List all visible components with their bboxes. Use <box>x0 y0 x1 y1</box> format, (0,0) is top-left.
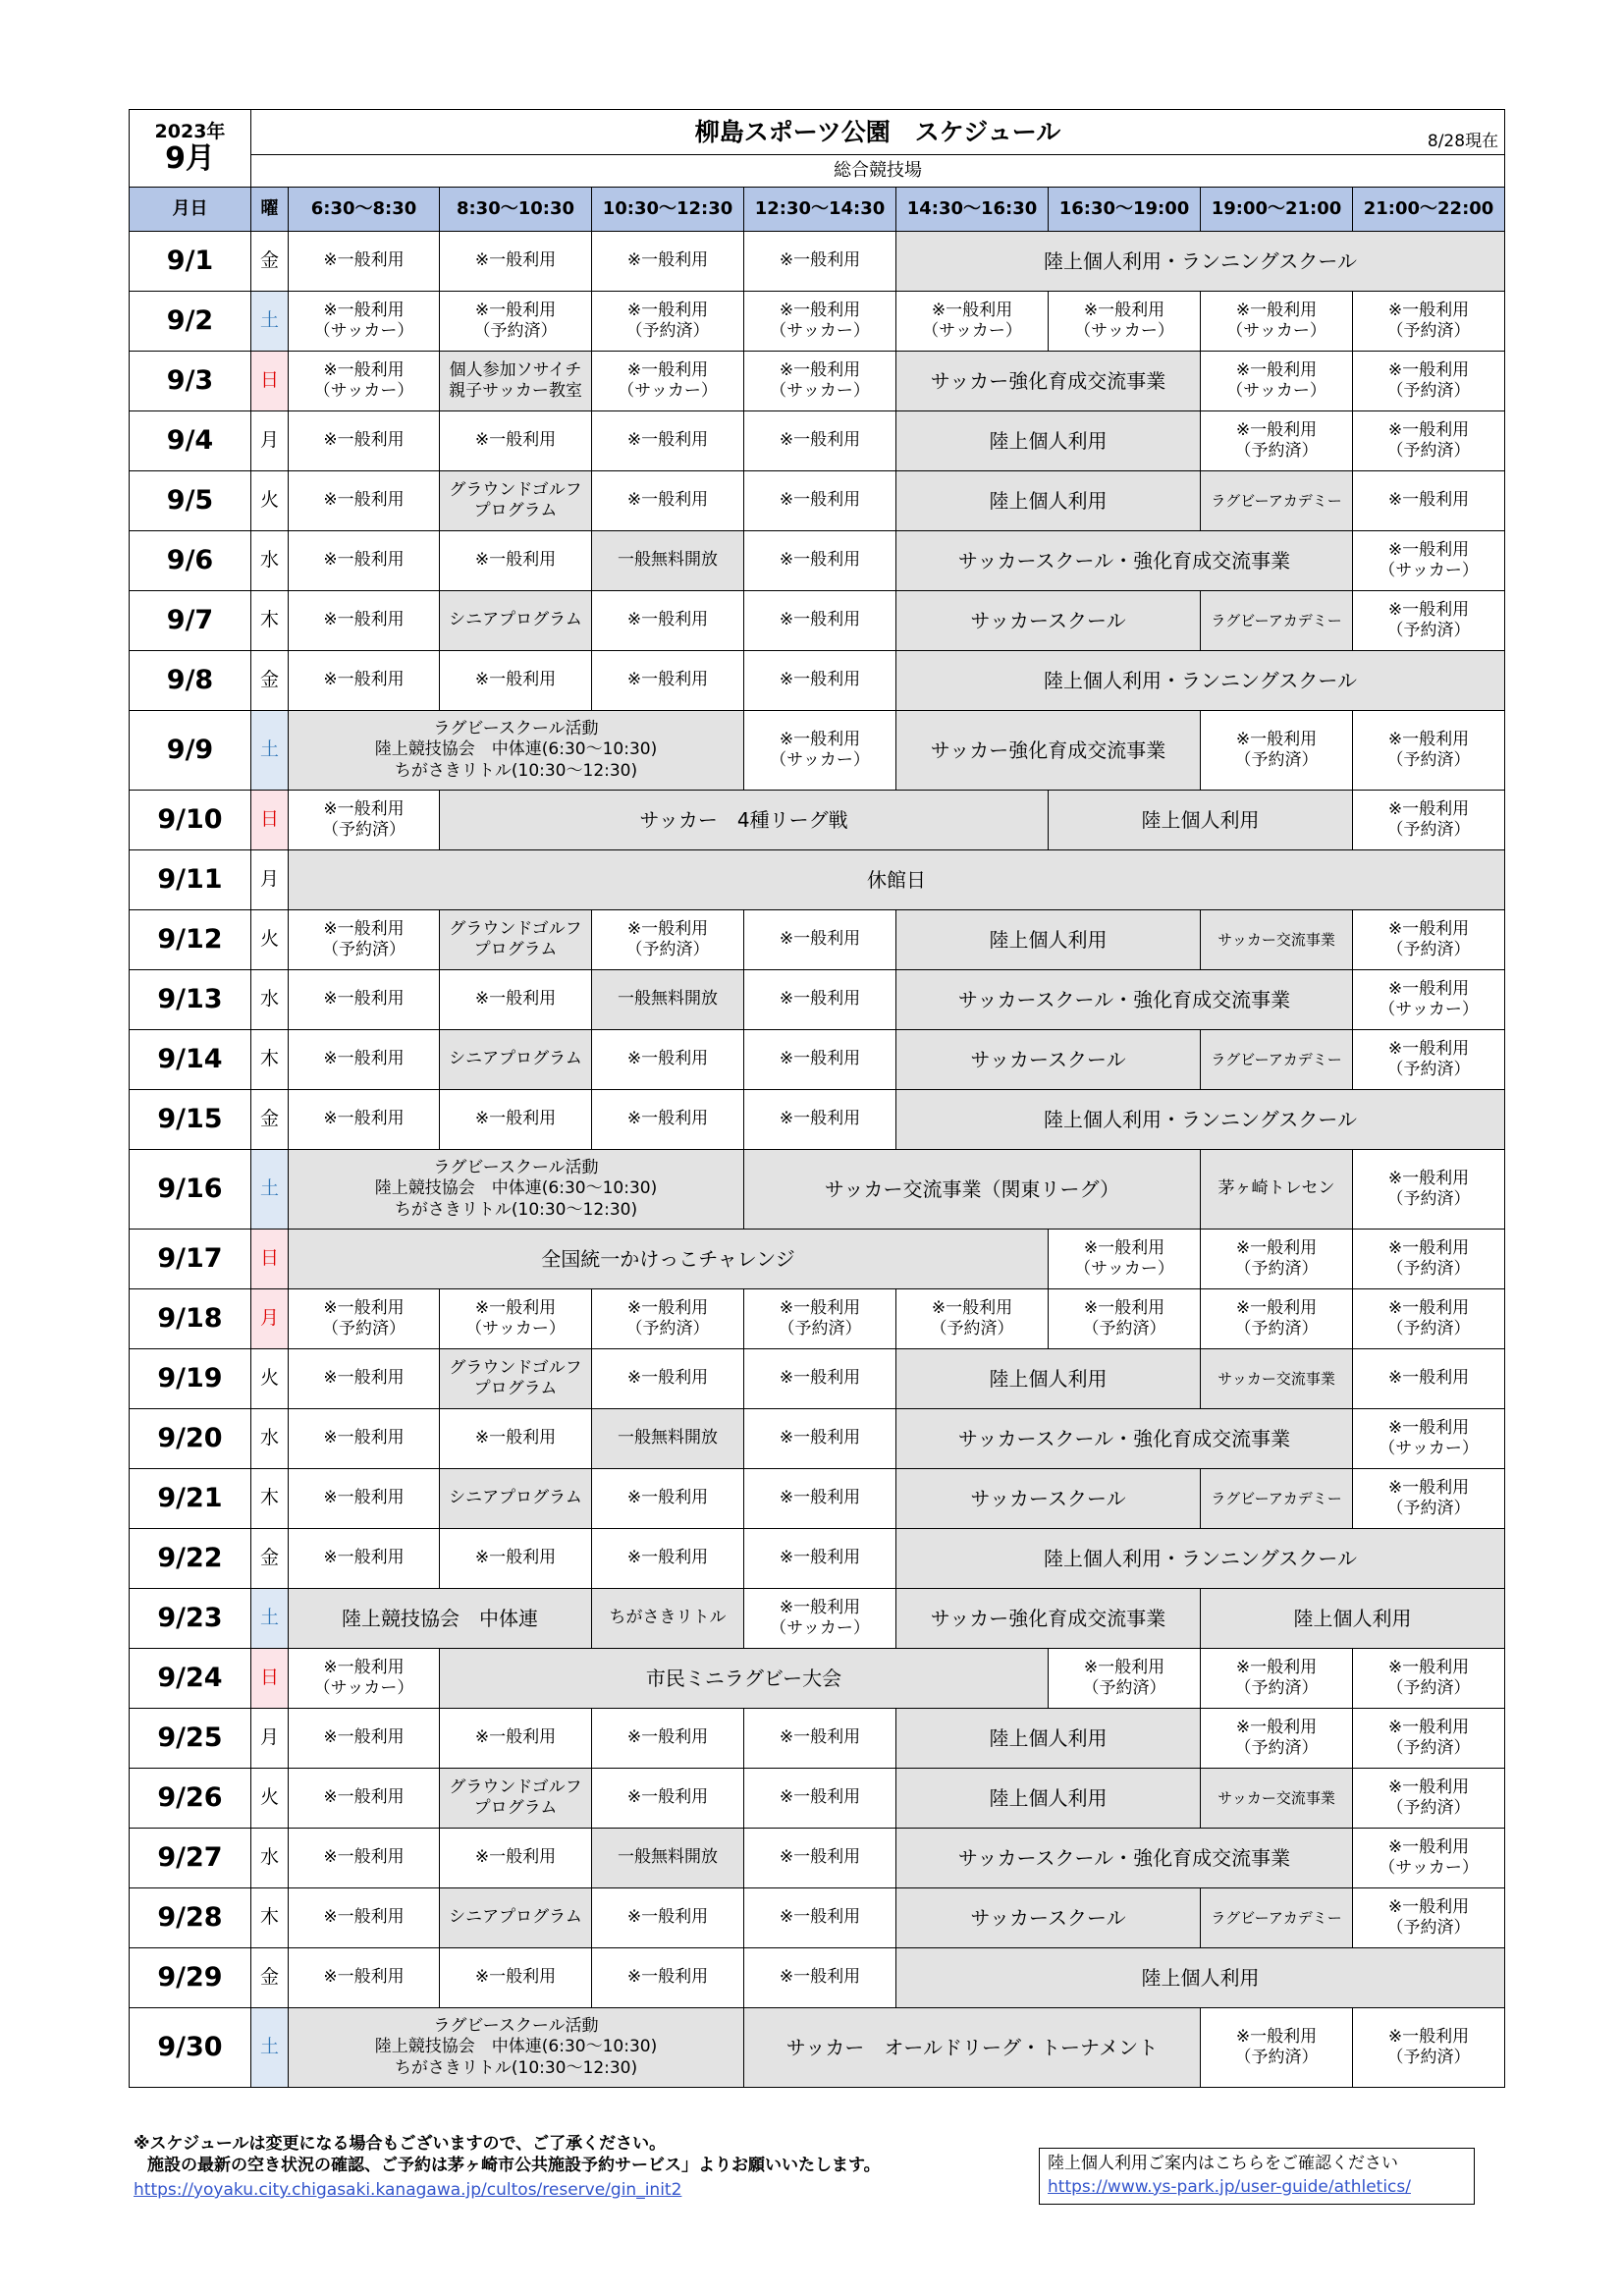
schedule-cell: ※一般利用 <box>289 1888 440 1948</box>
schedule-cell: グラウンドゴルフ プログラム <box>440 1349 592 1409</box>
weekday-cell: 土 <box>251 2008 289 2088</box>
schedule-row <box>130 531 1505 591</box>
schedule-cell: ※一般利用 <box>440 651 592 711</box>
weekday-cell: 火 <box>251 1349 289 1409</box>
weekday-cell: 土 <box>251 711 289 791</box>
schedule-cell: サッカースクール・強化育成交流事業 <box>896 1409 1353 1469</box>
schedule-cell: ※一般利用 （予約済） <box>1201 1289 1353 1349</box>
schedule-cell: サッカースクール・強化育成交流事業 <box>896 970 1353 1030</box>
schedule-cell: 一般無料開放 <box>592 1829 744 1888</box>
schedule-cell: ※一般利用 <box>592 1888 744 1948</box>
schedule-cell: ※一般利用 <box>592 651 744 711</box>
schedule-cell: ※一般利用 （サッカー） <box>289 292 440 352</box>
schedule-cell: ※一般利用 （サッカー） <box>744 292 896 352</box>
schedule-cell: ※一般利用 <box>592 1030 744 1090</box>
schedule-cell: ※一般利用 （予約済） <box>1353 2008 1505 2088</box>
schedule-cell: ※一般利用 <box>744 1409 896 1469</box>
schedule-cell: ※一般利用 （予約済） <box>1353 1150 1505 1230</box>
schedule-row <box>130 910 1505 970</box>
date-cell: 9/7 <box>130 591 251 651</box>
schedule-cell: ※一般利用 （予約済） <box>592 292 744 352</box>
schedule-cell: グラウンドゴルフ プログラム <box>440 910 592 970</box>
schedule-cell: 陸上個人利用 <box>896 1349 1201 1409</box>
schedule-cell: 陸上個人利用 <box>896 910 1201 970</box>
schedule-cell: ※一般利用 （サッカー） <box>1353 1409 1505 1469</box>
notes <box>134 2133 881 2176</box>
schedule-cell: ※一般利用 （サッカー） <box>896 292 1049 352</box>
schedule-cell: ※一般利用 <box>440 1529 592 1589</box>
date-cell: 9/1 <box>130 232 251 292</box>
schedule-cell: 一般無料開放 <box>592 1409 744 1469</box>
schedule-cell: 茅ヶ崎トレセン <box>1201 1150 1353 1230</box>
schedule-cell: ※一般利用 <box>1353 1349 1505 1409</box>
schedule-cell: ※一般利用 （サッカー） <box>1353 531 1505 591</box>
schedule-cell: ※一般利用 <box>289 471 440 531</box>
weekday-cell: 金 <box>251 651 289 711</box>
schedule-cell: ※一般利用 <box>744 531 896 591</box>
schedule-row <box>130 1829 1505 1888</box>
schedule-cell: 陸上個人利用 <box>1201 1589 1505 1649</box>
date-cell: 9/17 <box>130 1230 251 1289</box>
schedule-cell: ※一般利用 <box>289 1030 440 1090</box>
schedule-cell: 陸上個人利用 <box>896 1948 1505 2008</box>
schedule-cell: ちがさきリトル <box>592 1589 744 1649</box>
schedule-row <box>130 850 1505 910</box>
schedule-cell: ※一般利用 （予約済） <box>1353 1230 1505 1289</box>
schedule-cell: ※一般利用 <box>440 1409 592 1469</box>
weekday-cell: 金 <box>251 1090 289 1150</box>
schedule-cell: ※一般利用 <box>289 411 440 471</box>
schedule-cell: ※一般利用 <box>592 232 744 292</box>
weekday-cell: 土 <box>251 292 289 352</box>
schedule-row <box>130 2008 1505 2088</box>
weekday-cell: 土 <box>251 1589 289 1649</box>
schedule-cell: 一般無料開放 <box>592 970 744 1030</box>
schedule-cell: ※一般利用 <box>289 1709 440 1769</box>
date-cell: 9/4 <box>130 411 251 471</box>
schedule-cell: ※一般利用 （サッカー） <box>440 1289 592 1349</box>
schedule-cell: ※一般利用 （予約済） <box>1353 1469 1505 1529</box>
schedule-cell: ※一般利用 <box>744 232 896 292</box>
schedule-cell: ※一般利用 （サッカー） <box>289 352 440 411</box>
schedule-row <box>130 1090 1505 1150</box>
schedule-cell: ※一般利用 <box>592 1769 744 1829</box>
schedule-row <box>130 1349 1505 1409</box>
schedule-cell: ※一般利用 （予約済） <box>744 1289 896 1349</box>
date-cell: 9/18 <box>130 1289 251 1349</box>
schedule-cell: ※一般利用 （予約済） <box>1201 411 1353 471</box>
schedule-row <box>130 1529 1505 1589</box>
schedule-cell: ※一般利用 （予約済） <box>289 1289 440 1349</box>
date-cell: 9/28 <box>130 1888 251 1948</box>
schedule-cell: ※一般利用 <box>440 1948 592 2008</box>
col-header-slot: 14:30～16:30 <box>896 188 1049 232</box>
date-cell: 9/3 <box>130 352 251 411</box>
date-cell: 9/23 <box>130 1589 251 1649</box>
schedule-cell: ※一般利用 <box>744 910 896 970</box>
schedule-cell: ※一般利用 （予約済） <box>1201 1230 1353 1289</box>
date-cell: 9/29 <box>130 1948 251 2008</box>
schedule-cell: ※一般利用 （予約済） <box>1353 292 1505 352</box>
schedule-cell: ※一般利用 <box>289 1090 440 1150</box>
schedule-cell: ※一般利用 <box>592 1709 744 1769</box>
schedule-cell: ※一般利用 <box>744 1349 896 1409</box>
note-change: ※スケジュールは変更になる場合もございますので、ご了承ください。 <box>134 2134 667 2154</box>
schedule-row <box>130 1709 1505 1769</box>
schedule-cell: ※一般利用 <box>744 1769 896 1829</box>
date-cell: 9/2 <box>130 292 251 352</box>
date-cell: 9/16 <box>130 1150 251 1230</box>
schedule-cell: 休館日 <box>289 850 1505 910</box>
schedule-cell: ※一般利用 （予約済） <box>1201 2008 1353 2088</box>
weekday-cell: 土 <box>251 1150 289 1230</box>
schedule-row <box>130 352 1505 411</box>
reservation-link[interactable]: https://yoyaku.city.chigasaki.kanagawa.jp/cultos/reserve/gin_init2 <box>134 2180 682 2200</box>
weekday-cell: 水 <box>251 1829 289 1888</box>
schedule-cell: ※一般利用 <box>289 1349 440 1409</box>
schedule-cell: ※一般利用 （予約済） <box>1049 1289 1201 1349</box>
date-cell: 9/22 <box>130 1529 251 1589</box>
schedule-row <box>130 970 1505 1030</box>
col-header-slot: 19:00～21:00 <box>1201 188 1353 232</box>
schedule-cell: サッカー交流事業（関東リーグ） <box>744 1150 1201 1230</box>
schedule-cell: ※一般利用 <box>289 970 440 1030</box>
weekday-cell: 日 <box>251 1230 289 1289</box>
weekday-cell: 日 <box>251 791 289 850</box>
date-cell: 9/21 <box>130 1469 251 1529</box>
schedule-cell: シニアプログラム <box>440 1888 592 1948</box>
schedule-row <box>130 1289 1505 1349</box>
venue-label: 総合競技場 <box>251 155 1505 188</box>
col-header-slot: 6:30～8:30 <box>289 188 440 232</box>
year-label: 2023年 <box>154 121 226 143</box>
date-cell: 9/6 <box>130 531 251 591</box>
schedule-cell: ※一般利用 <box>592 1469 744 1529</box>
schedule-cell: 陸上個人利用・ランニングスクール <box>896 232 1505 292</box>
schedule-cell: ※一般利用 <box>592 411 744 471</box>
schedule-cell: ※一般利用 （予約済） <box>1201 1709 1353 1769</box>
schedule-cell: ※一般利用 <box>440 970 592 1030</box>
schedule-cell: ※一般利用 <box>744 1529 896 1589</box>
weekday-cell: 月 <box>251 1709 289 1769</box>
schedule-cell: ※一般利用 （予約済） <box>1353 910 1505 970</box>
schedule-cell: ※一般利用 <box>289 1409 440 1469</box>
weekday-cell: 水 <box>251 970 289 1030</box>
schedule-cell: ※一般利用 <box>744 1888 896 1948</box>
note-reservation: 施設の最新の空き状況の確認、ご予約は茅ヶ崎市公共施設予約サービス」よりお願いいたします。 <box>147 2156 881 2176</box>
weekday-cell: 月 <box>251 1289 289 1349</box>
schedule-cell: サッカースクール <box>896 1030 1201 1090</box>
date-cell: 9/8 <box>130 651 251 711</box>
athletics-info-text: 陸上個人利用ご案内はこちらをご確認ください <box>1048 2154 1398 2173</box>
schedule-row <box>130 1409 1505 1469</box>
schedule-cell: 一般無料開放 <box>592 531 744 591</box>
schedule-cell: 全国統一かけっこチャレンジ <box>289 1230 1049 1289</box>
schedule-row <box>130 1649 1505 1709</box>
schedule-cell: ※一般利用 <box>289 1769 440 1829</box>
col-header-slot: 12:30～14:30 <box>744 188 896 232</box>
schedule-row <box>130 1589 1505 1649</box>
schedule-cell: ※一般利用 <box>592 591 744 651</box>
schedule-cell: ※一般利用 <box>592 1948 744 2008</box>
weekday-cell: 金 <box>251 1948 289 2008</box>
schedule-cell: ※一般利用 （予約済） <box>1353 1030 1505 1090</box>
schedule-cell: ※一般利用 <box>744 411 896 471</box>
schedule-cell: サッカースクール <box>896 1888 1201 1948</box>
schedule-cell: ※一般利用 <box>289 591 440 651</box>
schedule-row <box>130 411 1505 471</box>
schedule-cell: ※一般利用 （予約済） <box>1353 711 1505 791</box>
schedule-cell: ※一般利用 （サッカー） <box>1049 1230 1201 1289</box>
schedule-cell: サッカー強化育成交流事業 <box>896 352 1201 411</box>
date-cell: 9/10 <box>130 791 251 850</box>
schedule-cell: ※一般利用 （予約済） <box>1201 711 1353 791</box>
schedule-cell: ラグビーアカデミー <box>1201 1469 1353 1529</box>
schedule-cell: ※一般利用 <box>744 471 896 531</box>
schedule-cell: ※一般利用 <box>744 1829 896 1888</box>
schedule-cell: ラグビースクール活動 陸上競技協会 中体連(6:30～10:30) ちがさきリトル(10:30～12:30) <box>289 711 744 791</box>
schedule-cell: ※一般利用 <box>592 1529 744 1589</box>
schedule-cell: ※一般利用 <box>744 591 896 651</box>
schedule-cell: ラグビーアカデミー <box>1201 1030 1353 1090</box>
schedule-cell: ※一般利用 <box>744 1709 896 1769</box>
schedule-row <box>130 1888 1505 1948</box>
schedule-cell: ※一般利用 （サッカー） <box>289 1649 440 1709</box>
schedule-cell: ※一般利用 <box>289 651 440 711</box>
schedule-row <box>130 1769 1505 1829</box>
schedule-cell: サッカー 4種リーグ戦 <box>440 791 1049 850</box>
date-cell: 9/11 <box>130 850 251 910</box>
date-cell: 9/24 <box>130 1649 251 1709</box>
schedule-cell: 市民ミニラグビー大会 <box>440 1649 1049 1709</box>
weekday-cell: 木 <box>251 591 289 651</box>
schedule-cell: 個人参加ソサイチ 親子サッカー教室 <box>440 352 592 411</box>
schedule-row <box>130 1230 1505 1289</box>
schedule-cell: ラグビーアカデミー <box>1201 471 1353 531</box>
weekday-cell: 木 <box>251 1888 289 1948</box>
schedule-cell: ※一般利用 （予約済） <box>1353 591 1505 651</box>
schedule-cell: 陸上個人利用 <box>1049 791 1353 850</box>
column-header-row <box>130 188 1505 232</box>
schedule-cell: ※一般利用 <box>440 1829 592 1888</box>
schedule-cell: ※一般利用 （予約済） <box>592 910 744 970</box>
date-cell: 9/9 <box>130 711 251 791</box>
col-header-slot: 8:30～10:30 <box>440 188 592 232</box>
schedule-cell: ※一般利用 （予約済） <box>1353 791 1505 850</box>
schedule-cell: ※一般利用 <box>289 232 440 292</box>
schedule-cell: ※一般利用 （サッカー） <box>1049 292 1201 352</box>
schedule-cell: ※一般利用 <box>289 1469 440 1529</box>
col-header-weekday: 曜 <box>251 188 289 232</box>
schedule-cell: グラウンドゴルフ プログラム <box>440 1769 592 1829</box>
schedule-row <box>130 1469 1505 1529</box>
weekday-cell: 水 <box>251 1409 289 1469</box>
weekday-cell: 金 <box>251 232 289 292</box>
date-cell: 9/30 <box>130 2008 251 2088</box>
schedule-cell: ※一般利用 <box>1353 471 1505 531</box>
schedule-cell: ※一般利用 （予約済） <box>289 791 440 850</box>
col-header-slot: 21:00～22:00 <box>1353 188 1505 232</box>
schedule-cell: 陸上個人利用 <box>896 471 1201 531</box>
schedule-cell: ※一般利用 （予約済） <box>1353 352 1505 411</box>
schedule-cell: ※一般利用 （予約済） <box>289 910 440 970</box>
month-label: 9月 <box>165 140 215 176</box>
weekday-cell: 月 <box>251 850 289 910</box>
weekday-cell: 火 <box>251 471 289 531</box>
schedule-cell: グラウンドゴルフ プログラム <box>440 471 592 531</box>
date-cell: 9/20 <box>130 1409 251 1469</box>
weekday-cell: 木 <box>251 1030 289 1090</box>
date-cell: 9/19 <box>130 1349 251 1409</box>
date-cell: 9/26 <box>130 1769 251 1829</box>
athletics-info-box <box>1039 2148 1475 2205</box>
schedule-row <box>130 292 1505 352</box>
col-header-date: 月日 <box>130 188 251 232</box>
schedule-cell: ※一般利用 <box>744 1948 896 2008</box>
schedule-cell: サッカー強化育成交流事業 <box>896 711 1201 791</box>
athletics-info-link[interactable]: https://www.ys-park.jp/user-guide/athletics/ <box>1048 2176 1411 2197</box>
schedule-cell: ラグビーアカデミー <box>1201 1888 1353 1948</box>
schedule-cell: ※一般利用 （予約済） <box>592 1289 744 1349</box>
schedule-cell: ※一般利用 （予約済） <box>1201 1649 1353 1709</box>
schedule-cell: ※一般利用 （サッカー） <box>592 352 744 411</box>
weekday-cell: 火 <box>251 1769 289 1829</box>
date-cell: 9/14 <box>130 1030 251 1090</box>
schedule-cell: ※一般利用 （サッカー） <box>1201 292 1353 352</box>
schedule-cell: ※一般利用 （予約済） <box>1353 411 1505 471</box>
schedule-cell: ※一般利用 （予約済） <box>1353 1289 1505 1349</box>
schedule-row <box>130 1948 1505 2008</box>
schedule-cell: ※一般利用 （サッカー） <box>744 352 896 411</box>
schedule-cell: ※一般利用 （予約済） <box>896 1289 1049 1349</box>
schedule-cell: ※一般利用 <box>744 1469 896 1529</box>
schedule-cell: ※一般利用 <box>592 1349 744 1409</box>
col-header-slot: 10:30～12:30 <box>592 188 744 232</box>
schedule-cell: 陸上個人利用 <box>896 1709 1201 1769</box>
schedule-cell: ※一般利用 <box>440 1090 592 1150</box>
date-cell: 9/15 <box>130 1090 251 1150</box>
schedule-cell: ※一般利用 <box>289 1948 440 2008</box>
page-title-cell <box>251 110 1505 155</box>
date-cell: 9/25 <box>130 1709 251 1769</box>
schedule-cell: ※一般利用 （サッカー） <box>744 1589 896 1649</box>
weekday-cell: 金 <box>251 1529 289 1589</box>
date-cell: 9/12 <box>130 910 251 970</box>
schedule-cell: サッカースクール・強化育成交流事業 <box>896 531 1353 591</box>
schedule-cell: ※一般利用 （予約済） <box>1353 1709 1505 1769</box>
schedule-cell: サッカー オールドリーグ・トーナメント <box>744 2008 1201 2088</box>
schedule-cell: 陸上個人利用・ランニングスクール <box>896 651 1505 711</box>
schedule-cell: ※一般利用 <box>440 232 592 292</box>
date-cell: 9/13 <box>130 970 251 1030</box>
month-cell <box>130 110 251 188</box>
weekday-cell: 木 <box>251 1469 289 1529</box>
weekday-cell: 水 <box>251 531 289 591</box>
schedule-cell: ※一般利用 <box>289 1829 440 1888</box>
schedule-cell: ※一般利用 <box>744 970 896 1030</box>
schedule-cell: サッカー交流事業 <box>1201 1769 1353 1829</box>
weekday-cell: 日 <box>251 1649 289 1709</box>
schedule-cell: ※一般利用 <box>592 471 744 531</box>
schedule-cell: ※一般利用 （予約済） <box>1049 1649 1201 1709</box>
schedule-row <box>130 711 1505 791</box>
schedule-cell: ラグビーアカデミー <box>1201 591 1353 651</box>
schedule-cell: シニアプログラム <box>440 1469 592 1529</box>
schedule-cell: ※一般利用 （予約済） <box>440 292 592 352</box>
schedule-row <box>130 651 1505 711</box>
schedule-cell: ※一般利用 <box>440 1709 592 1769</box>
schedule-cell: 陸上個人利用 <box>896 1769 1201 1829</box>
schedule-cell: ※一般利用 <box>744 1030 896 1090</box>
schedule-cell: サッカースクール・強化育成交流事業 <box>896 1829 1353 1888</box>
weekday-cell: 火 <box>251 910 289 970</box>
weekday-cell: 日 <box>251 352 289 411</box>
schedule-table <box>129 109 1505 2088</box>
schedule-cell: シニアプログラム <box>440 591 592 651</box>
schedule-row <box>130 1030 1505 1090</box>
as-of-date: 8/28現在 <box>1427 131 1499 151</box>
schedule-cell: ※一般利用 （サッカー） <box>1353 970 1505 1030</box>
date-cell: 9/27 <box>130 1829 251 1888</box>
schedule-cell: サッカースクール <box>896 591 1201 651</box>
schedule-cell: ラグビースクール活動 陸上競技協会 中体連(6:30～10:30) ちがさきリトル(10:30～12:30) <box>289 1150 744 1230</box>
schedule-cell: ※一般利用 <box>440 531 592 591</box>
schedule-cell: ラグビースクール活動 陸上競技協会 中体連(6:30～10:30) ちがさきリトル(10:30～12:30) <box>289 2008 744 2088</box>
schedule-cell: ※一般利用 <box>744 651 896 711</box>
schedule-cell: サッカースクール <box>896 1469 1201 1529</box>
schedule-cell: 陸上個人利用・ランニングスクール <box>896 1090 1505 1150</box>
schedule-cell: 陸上個人利用・ランニングスクール <box>896 1529 1505 1589</box>
schedule-cell: ※一般利用 （予約済） <box>1353 1649 1505 1709</box>
schedule-cell: ※一般利用 <box>289 531 440 591</box>
schedule-cell: 陸上競技協会 中体連 <box>289 1589 592 1649</box>
schedule-cell: ※一般利用 <box>440 411 592 471</box>
schedule-cell: ※一般利用 （サッカー） <box>1201 352 1353 411</box>
col-header-slot: 16:30～19:00 <box>1049 188 1201 232</box>
schedule-row <box>130 471 1505 531</box>
schedule-row <box>130 791 1505 850</box>
weekday-cell: 月 <box>251 411 289 471</box>
schedule-cell: ※一般利用 （サッカー） <box>744 711 896 791</box>
schedule-cell: サッカー強化育成交流事業 <box>896 1589 1201 1649</box>
schedule-cell: ※一般利用 <box>592 1090 744 1150</box>
schedule-row <box>130 591 1505 651</box>
schedule-cell: サッカー交流事業 <box>1201 910 1353 970</box>
schedule-row <box>130 232 1505 292</box>
schedule-cell: ※一般利用 <box>289 1529 440 1589</box>
date-cell: 9/5 <box>130 471 251 531</box>
schedule-cell: ※一般利用 （予約済） <box>1353 1769 1505 1829</box>
schedule-cell: ※一般利用 （サッカー） <box>1353 1829 1505 1888</box>
schedule-cell: 陸上個人利用 <box>896 411 1201 471</box>
schedule-cell: ※一般利用 （予約済） <box>1353 1888 1505 1948</box>
schedule-cell: サッカー交流事業 <box>1201 1349 1353 1409</box>
schedule-row <box>130 1150 1505 1230</box>
schedule-cell: シニアプログラム <box>440 1030 592 1090</box>
schedule-cell: ※一般利用 <box>744 1090 896 1150</box>
page-title: 柳島スポーツ公園 スケジュール <box>694 117 1061 146</box>
